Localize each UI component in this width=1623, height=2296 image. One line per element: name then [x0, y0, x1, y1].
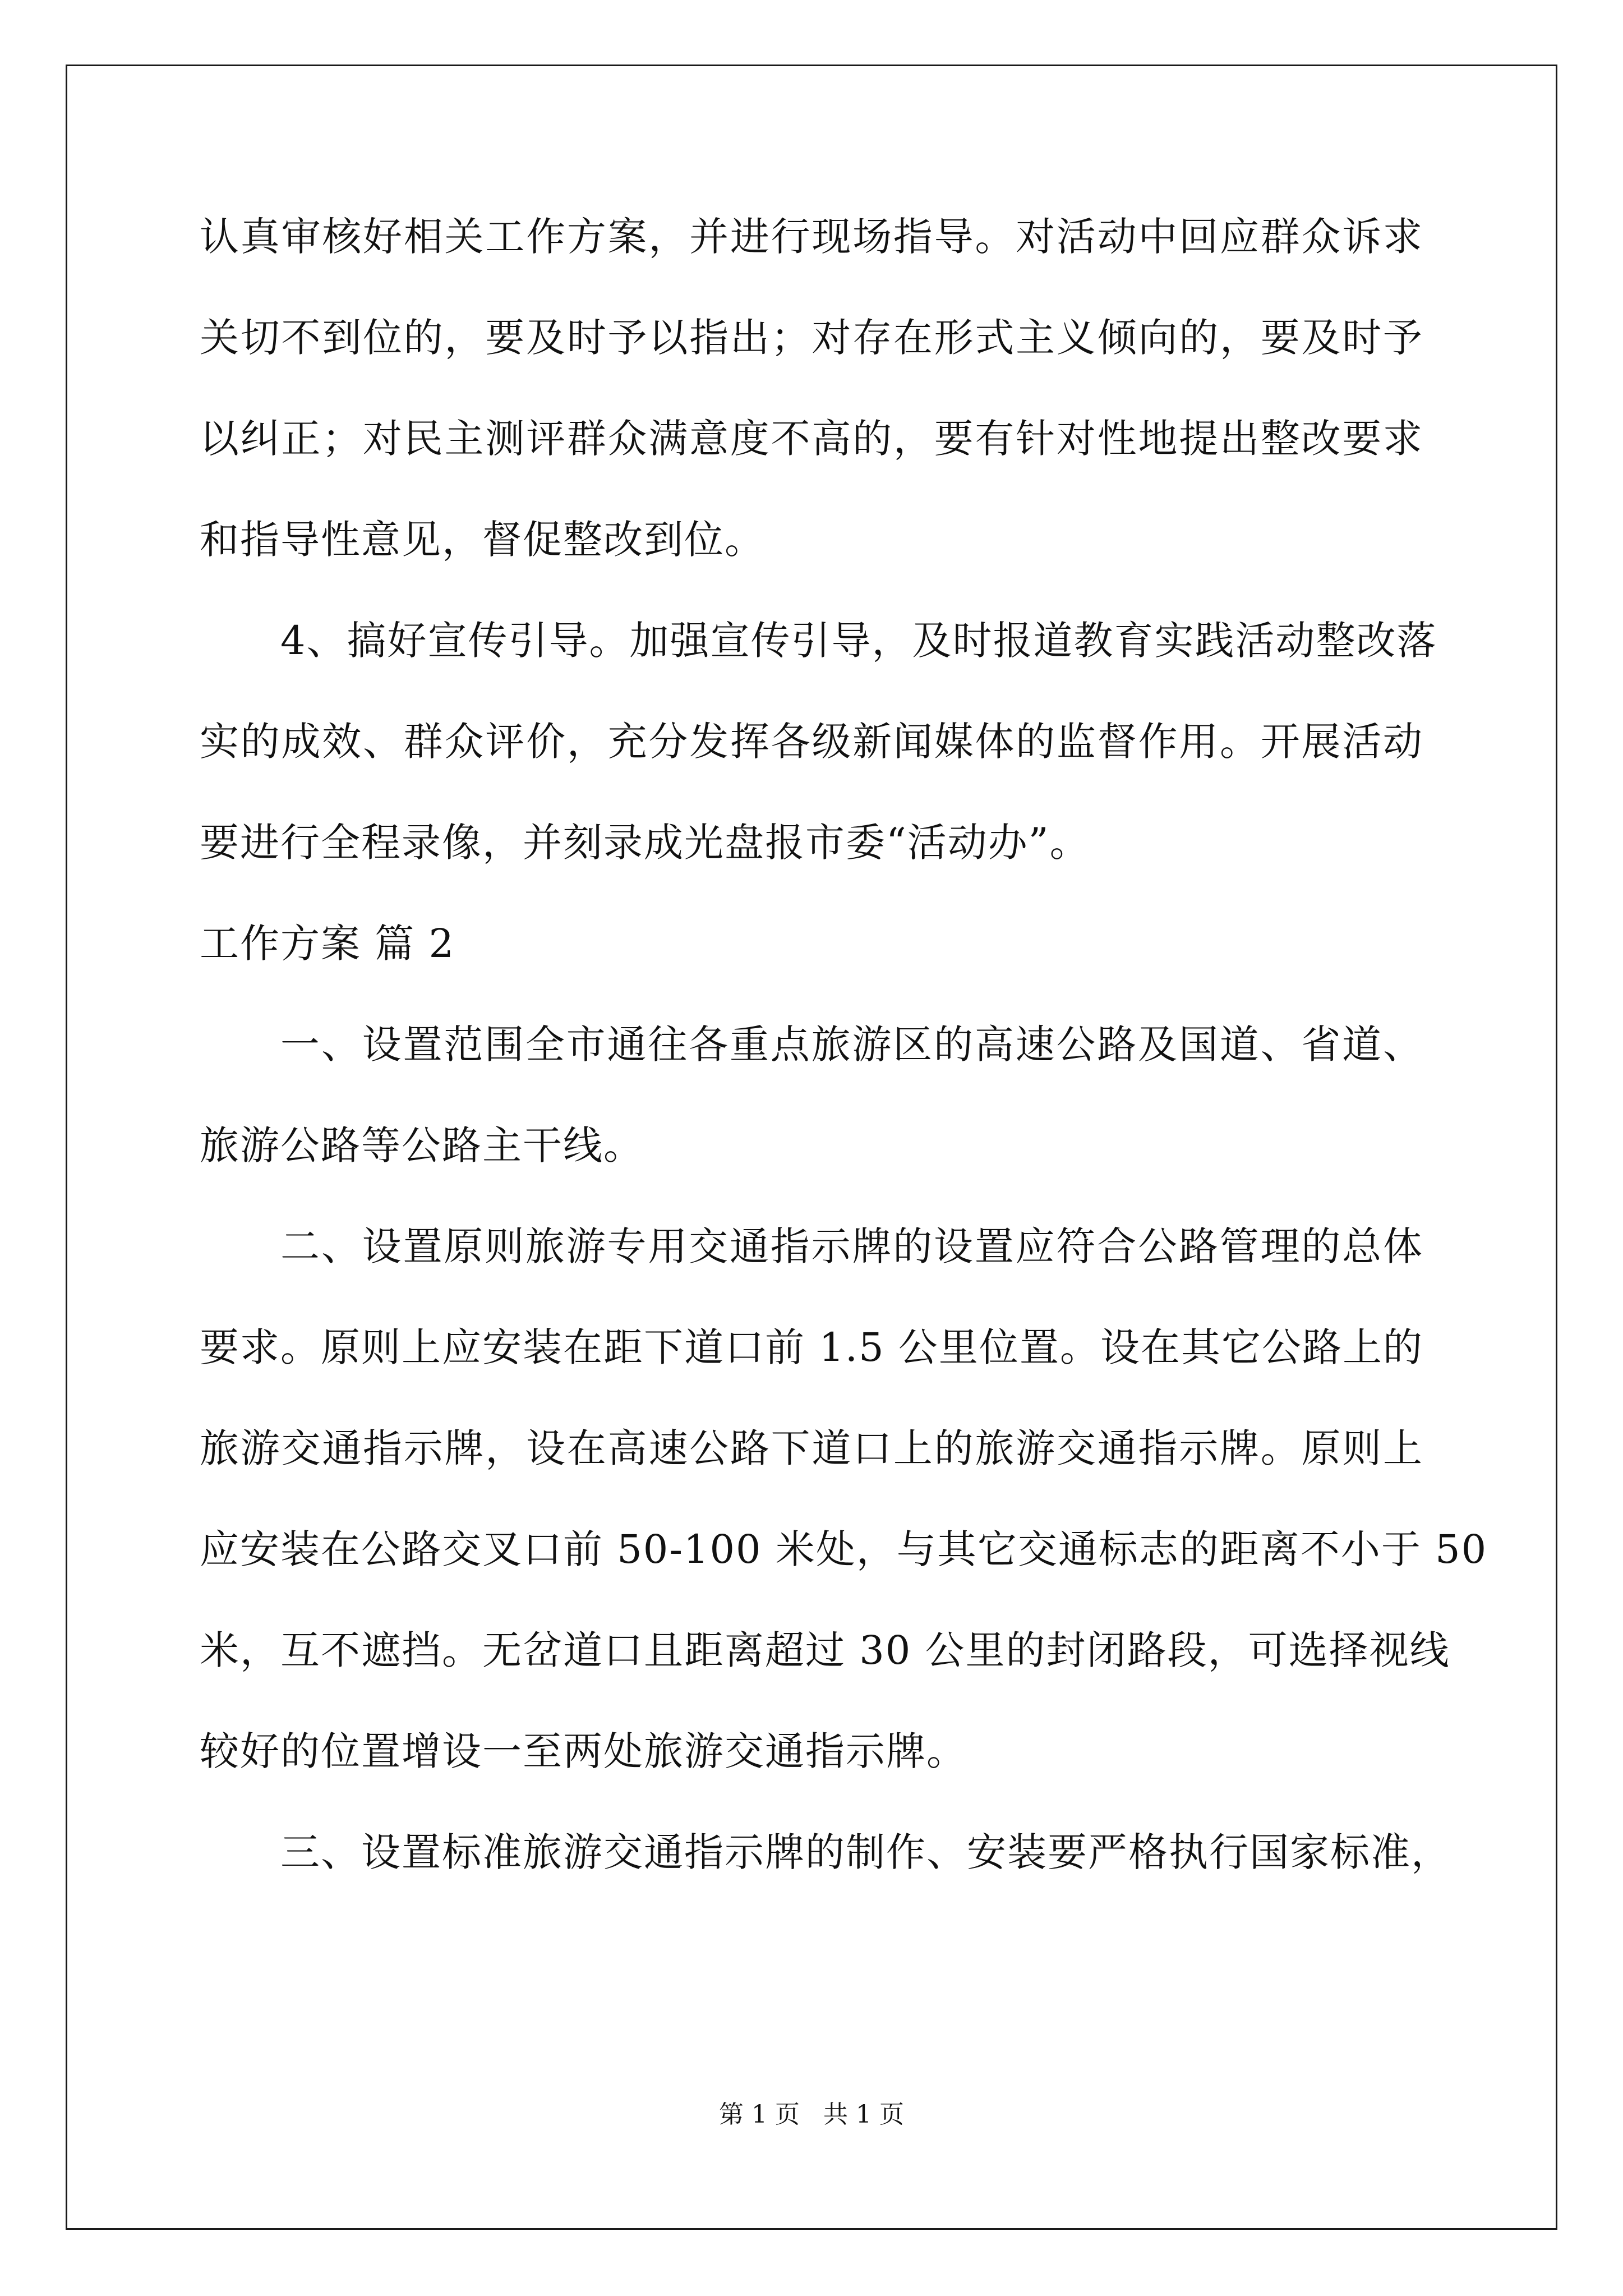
- paragraph-line: 一、设置范围全市通往各重点旅游区的高速公路及国道、省道、: [280, 1022, 1423, 1068]
- paragraph-line: 旅游公路等公路主干线。: [200, 1122, 644, 1168]
- paragraph-line: 应安装在公路交叉口前 50-100 米处，与其它交通标志的距离不小于 50: [200, 1526, 1488, 1572]
- paragraph-line: 关切不到位的，要及时予以指出；对存在形式主义倾向的，要及时予: [200, 315, 1423, 361]
- paragraph-line: 较好的位置增设一至两处旅游交通指示牌。: [200, 1728, 967, 1774]
- paragraph-line: 要进行全程录像，并刻录成光盘报市委“活动办”。: [200, 820, 1090, 866]
- paragraph-line: 和指导性意见，督促整改到位。: [200, 517, 765, 563]
- paragraph-line: 米，互不遮挡。无岔道口且距离超过 30 公里的封闭路段，可选择视线: [200, 1627, 1450, 1673]
- paragraph-line: 三、设置标准旅游交通指示牌的制作、安装要严格执行国家标准，: [280, 1829, 1451, 1875]
- paragraph-line: 旅游交通指示牌，设在高速公路下道口上的旅游交通指示牌。原则上: [200, 1425, 1423, 1471]
- paragraph-line: 以纠正；对民主测评群众满意度不高的，要有针对性地提出整改要求: [200, 416, 1423, 462]
- paragraph-line: 要求。原则上应安装在距下道口前 1.5 公里位置。设在其它公路上的: [200, 1324, 1423, 1370]
- paragraph-line: 4、搞好宣传引导。加强宣传引导，及时报道教育实践活动整改落: [280, 618, 1437, 664]
- section-heading: 工作方案 篇 2: [200, 921, 455, 967]
- page-footer: 第 1 页 共 1 页: [719, 2100, 904, 2129]
- paragraph-line: 认真审核好相关工作方案，并进行现场指导。对活动中回应群众诉求: [200, 214, 1423, 260]
- paragraph-line: 实的成效、群众评价，充分发挥各级新闻媒体的监督作用。开展活动: [200, 719, 1423, 765]
- paragraph-line: 二、设置原则旅游专用交通指示牌的设置应符合公路管理的总体: [280, 1223, 1423, 1269]
